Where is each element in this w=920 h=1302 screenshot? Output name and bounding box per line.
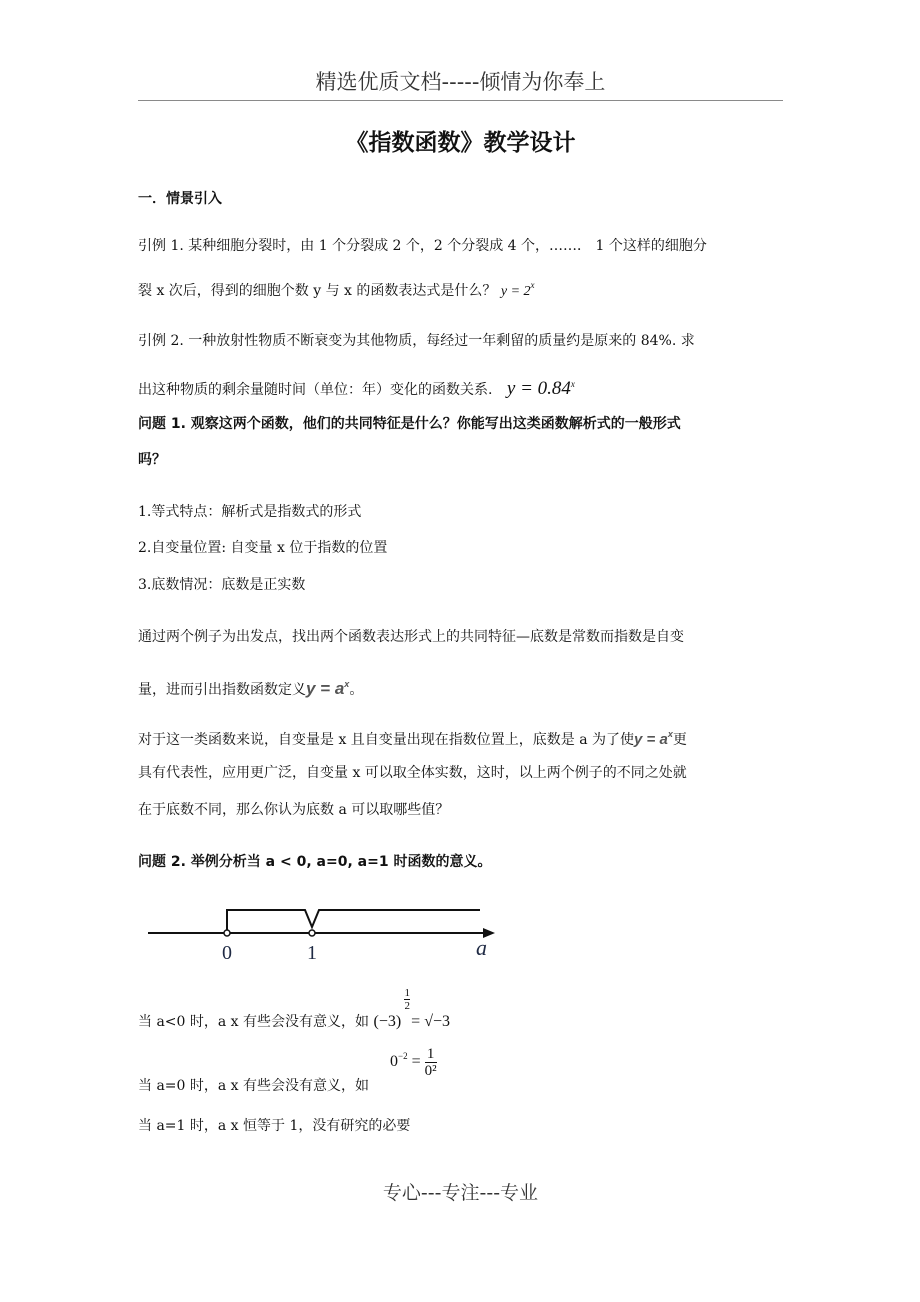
para1-line1: 通过两个例子为出发点，找出两个函数表达形式上的共同特征—底数是常数而指数是自变 [138,629,684,645]
para2-formula [634,731,673,748]
feature-item: 3.底数情况：底数是正实数 [138,577,306,593]
feature-item: 1.等式特点：解析式是指数式的形式 [138,504,362,520]
formula-base: y = 0.84 [506,378,571,399]
formula-exponent: −2 [398,1051,408,1062]
page-header: 精选优质文档-----倾情为你奉上 [315,70,606,94]
formula-base: (−3) [373,1013,402,1030]
question1-line1: 问题 1. 观察这两个函数，他们的共同特征是什么？你能写出这类函数解析式的一般形式 [138,416,681,432]
case-formula [373,987,450,1030]
para2-line2: 具有代表性，应用更广泛，自变量 x 可以取全体实数，这时，以上两个例子的不同之处就 [138,765,687,781]
case-a-zero-formula [390,1046,437,1079]
page-footer: 专心---专注---专业 [382,1182,539,1204]
formula-exponent: x [344,679,350,689]
formula-base: 0 [390,1053,398,1071]
definition-formula [306,679,349,698]
case-text: 当 a<0 时，a x 有些会没有意义，如 [138,1014,370,1030]
formula-base: y = a [634,731,668,748]
question2: 问题 2. 举例分析当 a < 0, a=0, a=1 时函数的意义。 [138,854,492,870]
formula-exponent: x [667,729,673,739]
example2-line1: 引例 2. 一种放射性物质不断衰变为其他物质，每经过一年剩留的质量约是原来的 84%. 求 [138,333,695,349]
formula-exponent-fraction [404,987,410,1012]
example2-formula [507,378,575,399]
formula-rhs: = √−3 [411,1013,450,1030]
axis-label-a: a [476,935,487,960]
exp-numerator: 1 [404,987,410,999]
tick-label-0: 0 [222,942,232,964]
fraction-denominator: 0² [424,1063,437,1079]
para1-line2-text: 量，进而引出指数函数定义 [138,682,306,698]
fraction-numerator: 1 [425,1046,437,1063]
case-a-negative [138,987,783,1032]
header-divider [138,100,783,101]
example1-line1: 引例 1. 某种细胞分裂时，由 1 个分裂成 2 个，2 个分裂成 4 个，……． 1 个这样的细胞分 [138,238,707,254]
example1-line2 [138,275,783,302]
document-title: 《指数函数》教学设计 [345,130,576,156]
tick-label-1: 1 [307,942,317,964]
example2-line2-text: 出这种物质的剩余量随时间（单位：年）变化的函数关系. [138,382,493,398]
formula-base: y = a [306,679,345,698]
example1-formula [500,280,535,299]
case-text: 当 a=0 时，a x 有些会没有意义，如 [138,1078,370,1094]
formula-base: y = 2 [500,284,531,299]
case-a-zero [138,1076,783,1096]
open-point-0 [224,930,230,936]
exp-denominator: 2 [404,1000,410,1012]
para1-tail: 。 [349,682,364,698]
formula-exponent: x [530,280,535,290]
example2-line2 [138,374,783,400]
number-line-diagram [140,895,510,965]
range-bracket [227,910,480,933]
feature-item: 2.自变量位置: 自变量 x 位于指数的位置 [138,540,388,556]
para1-line2 [138,674,783,700]
para2-line1-text: 对于这一类函数来说，自变量是 x 且自变量出现在指数位置上，底数是 a 为了使 [138,732,635,748]
question1-line2: 吗？ [138,452,166,468]
formula-equals: = [411,1053,421,1071]
case-a-one: 当 a=1 时，a x 恒等于 1，没有研究的必要 [138,1118,411,1134]
para2-line1-tail: 更 [672,732,687,748]
example1-line2-text: 裂 x 次后，得到的细胞个数 y 与 x 的函数表达式是什么？ [138,283,497,299]
section-heading: 一．情景引入 [138,191,222,207]
open-point-1 [309,930,315,936]
para2-line1 [138,724,783,750]
formula-fraction [425,1046,437,1079]
formula-exponent: x [570,379,575,389]
para2-line3: 在于底数不同，那么你认为底数 a 可以取哪些值？ [138,802,450,818]
